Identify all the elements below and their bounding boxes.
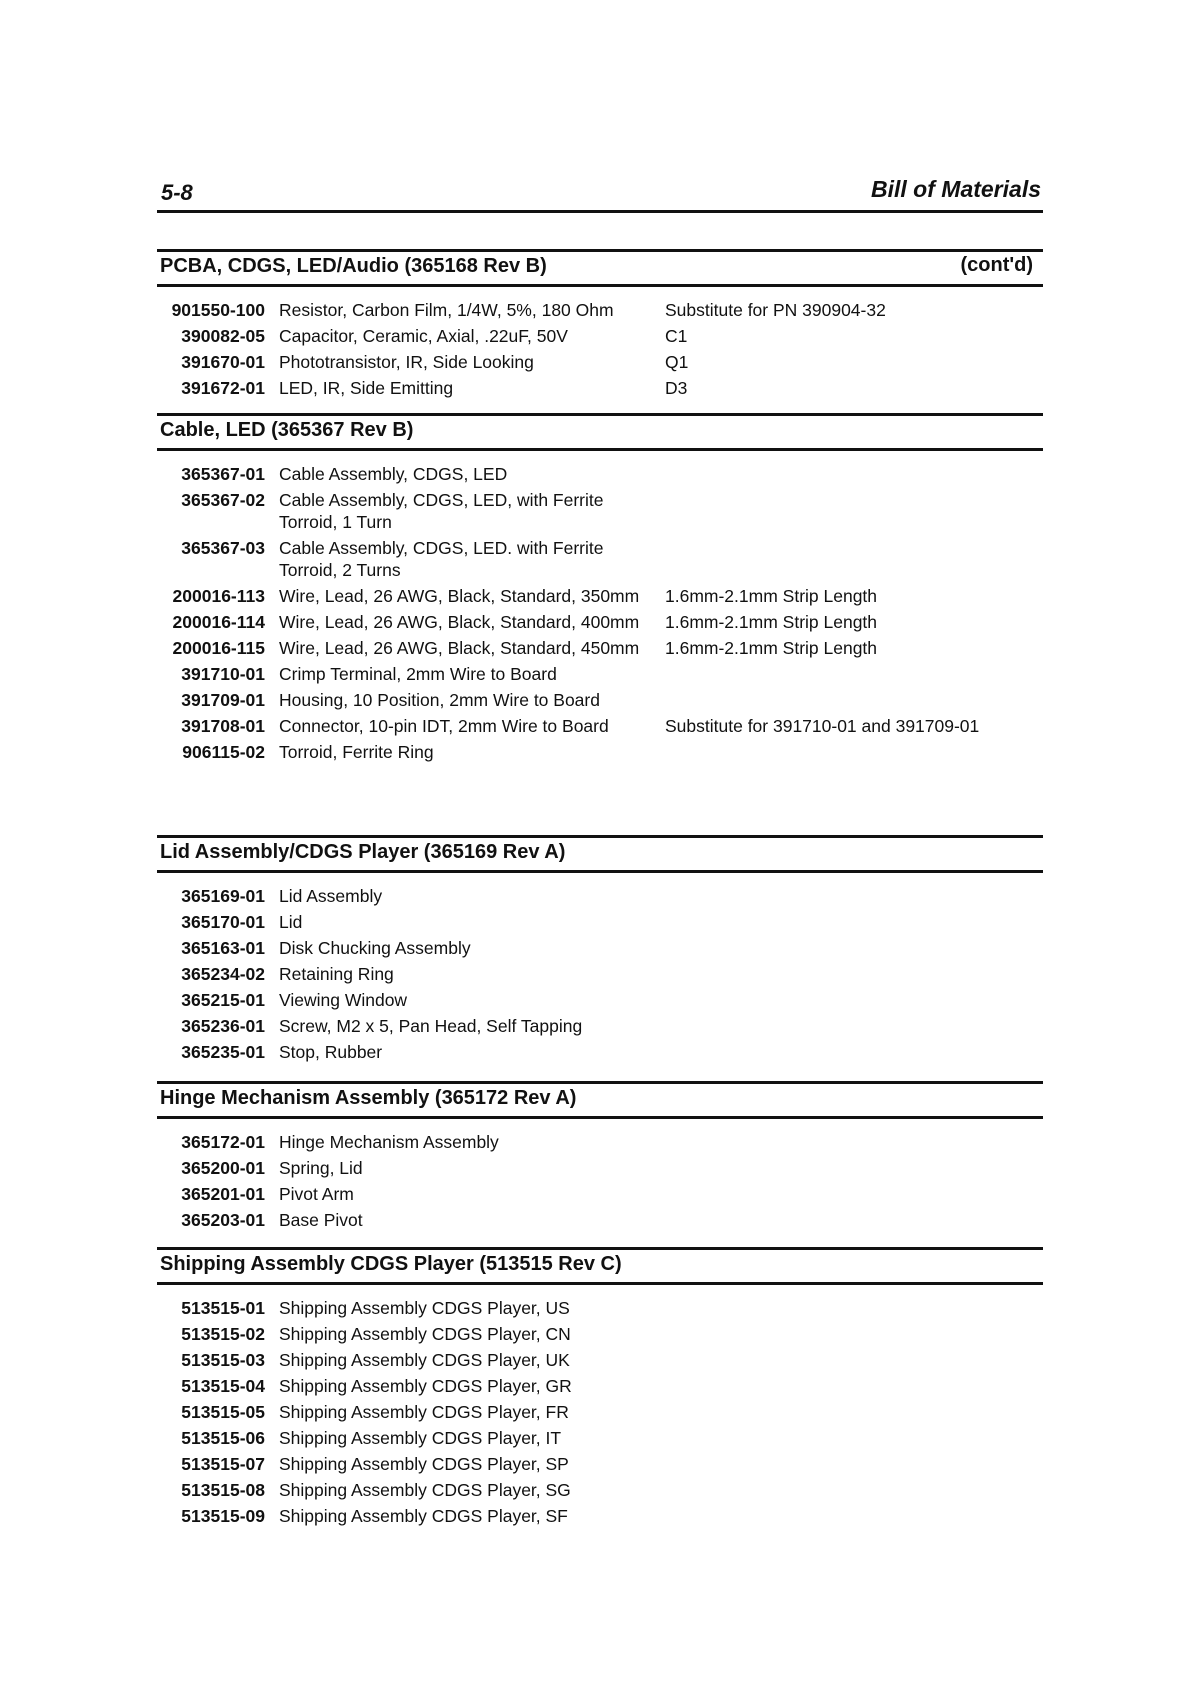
bom-section-pcba-led-audio (157, 249, 1043, 403)
part-description: Cable Assembly, CDGS, LED (279, 464, 508, 484)
part-number: 365367-03 (181, 538, 265, 558)
bom-row (157, 1297, 1043, 1319)
section-header (157, 1081, 1043, 1119)
part-description: Wire, Lead, 26 AWG, Black, Standard, 400mm (279, 612, 640, 632)
bom-rows (157, 1297, 1043, 1527)
part-number: 365172-01 (181, 1132, 265, 1152)
bom-row (157, 1505, 1043, 1527)
bom-row (157, 741, 1043, 763)
part-description: Cable Assembly, CDGS, LED. with Ferrite Torroid, 2 Turns (279, 538, 604, 580)
bom-section-hinge-mechanism (157, 1081, 1043, 1235)
part-note (657, 1505, 1043, 1527)
bom-row (157, 1157, 1043, 1179)
part-description: Viewing Window (279, 990, 408, 1010)
section-title: PCBA, CDGS, LED/Audio (365168 Rev B) (160, 255, 547, 277)
section-header (157, 249, 1043, 287)
bom-row (157, 689, 1043, 711)
part-number: 365169-01 (181, 886, 265, 906)
part-number: 200016-113 (172, 586, 265, 606)
part-description: Capacitor, Ceramic, Axial, .22uF, 50V (279, 326, 568, 346)
bom-row (157, 1209, 1043, 1231)
bom-row (157, 963, 1043, 985)
part-description: Shipping Assembly CDGS Player, US (279, 1298, 570, 1318)
part-description: Resistor, Carbon Film, 1/4W, 5%, 180 Ohm (279, 300, 614, 320)
part-note (657, 963, 1043, 985)
part-number: 391672-01 (181, 378, 265, 398)
bom-row (157, 715, 1043, 737)
part-description: Shipping Assembly CDGS Player, SF (279, 1506, 568, 1526)
part-note (657, 663, 1043, 685)
part-note: 1.6mm-2.1mm Strip Length (665, 612, 878, 632)
bom-row (157, 537, 1043, 581)
part-description: Base Pivot (279, 1210, 363, 1230)
part-note (657, 1375, 1043, 1397)
bom-row (157, 637, 1043, 659)
part-number: 901550-100 (171, 300, 265, 320)
part-number: 513515-06 (181, 1428, 265, 1448)
bom-rows (157, 463, 1043, 763)
part-number: 513515-07 (181, 1454, 265, 1474)
part-description: Shipping Assembly CDGS Player, UK (279, 1350, 570, 1370)
page-title: Bill of Materials (871, 176, 1041, 202)
section-header (157, 1247, 1043, 1285)
part-description: Phototransistor, IR, Side Looking (279, 352, 534, 372)
bom-section-cable-led (157, 413, 1043, 767)
section-title: Lid Assembly/CDGS Player (365169 Rev A) (160, 841, 566, 863)
part-note (657, 1131, 1043, 1153)
part-number: 513515-04 (181, 1376, 265, 1396)
part-number: 513515-08 (181, 1480, 265, 1500)
continued-label: (cont'd) (960, 254, 1033, 276)
part-number: 365367-02 (181, 490, 265, 510)
bom-row (157, 1401, 1043, 1423)
part-number: 365215-01 (181, 990, 265, 1010)
part-note (657, 489, 1043, 533)
part-description: LED, IR, Side Emitting (279, 378, 454, 398)
part-number: 365235-01 (181, 1042, 265, 1062)
bom-row (157, 325, 1043, 347)
part-note (657, 463, 1043, 485)
bom-row (157, 299, 1043, 321)
part-number: 365367-01 (181, 464, 265, 484)
bom-row (157, 885, 1043, 907)
part-number: 200016-114 (172, 612, 265, 632)
part-note (657, 741, 1043, 763)
bom-row (157, 585, 1043, 607)
part-description: Shipping Assembly CDGS Player, IT (279, 1428, 562, 1448)
part-number: 365200-01 (181, 1158, 265, 1178)
part-number: 365203-01 (181, 1210, 265, 1230)
bom-row (157, 989, 1043, 1011)
bom-row (157, 663, 1043, 685)
part-note (657, 1427, 1043, 1449)
bom-rows (157, 299, 1043, 399)
part-note: Substitute for 391710-01 and 391709-01 (665, 716, 980, 736)
part-number: 365163-01 (181, 938, 265, 958)
bom-rows (157, 885, 1043, 1063)
part-number: 365170-01 (181, 912, 265, 932)
part-note (657, 1323, 1043, 1345)
part-note (657, 689, 1043, 711)
bom-row (157, 611, 1043, 633)
part-description: Torroid, Ferrite Ring (279, 742, 434, 762)
bom-row (157, 937, 1043, 959)
bom-row (157, 1041, 1043, 1063)
section-title: Shipping Assembly CDGS Player (513515 Rev C) (160, 1253, 622, 1275)
part-description: Crimp Terminal, 2mm Wire to Board (279, 664, 557, 684)
bom-section-lid-assembly (157, 835, 1043, 1067)
part-description: Disk Chucking Assembly (279, 938, 471, 958)
part-description: Stop, Rubber (279, 1042, 383, 1062)
part-number: 365201-01 (181, 1184, 265, 1204)
part-note: C1 (665, 326, 688, 346)
part-note (657, 1453, 1043, 1475)
part-note: 1.6mm-2.1mm Strip Length (665, 586, 878, 606)
part-note (657, 1479, 1043, 1501)
part-description: Shipping Assembly CDGS Player, SP (279, 1454, 569, 1474)
part-note (657, 989, 1043, 1011)
part-note (657, 537, 1043, 581)
bom-row (157, 911, 1043, 933)
part-number: 513515-02 (181, 1324, 265, 1344)
part-number: 513515-01 (181, 1298, 265, 1318)
bom-row (157, 351, 1043, 373)
part-note (657, 1297, 1043, 1319)
part-note (657, 1041, 1043, 1063)
bom-rows (157, 1131, 1043, 1231)
bom-row (157, 377, 1043, 399)
part-number: 513515-09 (181, 1506, 265, 1526)
part-description: Retaining Ring (279, 964, 394, 984)
part-description: Lid Assembly (279, 886, 383, 906)
part-number: 391710-01 (181, 664, 265, 684)
part-note (657, 1209, 1043, 1231)
bom-row (157, 1183, 1043, 1205)
part-number: 365236-01 (181, 1016, 265, 1036)
part-description: Wire, Lead, 26 AWG, Black, Standard, 450mm (279, 638, 640, 658)
section-header (157, 413, 1043, 451)
bom-row (157, 1131, 1043, 1153)
part-note: Q1 (665, 352, 689, 372)
part-note (657, 1401, 1043, 1423)
part-description: Pivot Arm (279, 1184, 354, 1204)
part-description: Connector, 10-pin IDT, 2mm Wire to Board (279, 716, 609, 736)
bom-row (157, 1375, 1043, 1397)
section-header (157, 835, 1043, 873)
bom-row (157, 1323, 1043, 1345)
bom-row (157, 1479, 1043, 1501)
bom-row (157, 1349, 1043, 1371)
part-note (657, 1157, 1043, 1179)
part-number: 391708-01 (181, 716, 265, 736)
part-description: Spring, Lid (279, 1158, 363, 1178)
part-number: 390082-05 (181, 326, 265, 346)
part-description: Shipping Assembly CDGS Player, CN (279, 1324, 571, 1344)
page-number: 5-8 (161, 180, 193, 205)
part-description: Shipping Assembly CDGS Player, GR (279, 1376, 572, 1396)
part-description: Housing, 10 Position, 2mm Wire to Board (279, 690, 600, 710)
part-note: 1.6mm-2.1mm Strip Length (665, 638, 878, 658)
part-note (657, 885, 1043, 907)
part-note (657, 1349, 1043, 1371)
part-description: Shipping Assembly CDGS Player, SG (279, 1480, 571, 1500)
bom-row (157, 1453, 1043, 1475)
bom-row (157, 463, 1043, 485)
part-number: 200016-115 (172, 638, 265, 658)
page-header (157, 176, 1043, 213)
part-description: Cable Assembly, CDGS, LED, with Ferrite Torroid, 1 Turn (279, 490, 604, 532)
part-description: Shipping Assembly CDGS Player, FR (279, 1402, 569, 1422)
part-description: Screw, M2 x 5, Pan Head, Self Tapping (279, 1016, 583, 1036)
section-title: Hinge Mechanism Assembly (365172 Rev A) (160, 1087, 577, 1109)
bom-row (157, 1015, 1043, 1037)
bom-row (157, 489, 1043, 533)
part-number: 391670-01 (181, 352, 265, 372)
part-note (657, 937, 1043, 959)
part-note: Substitute for PN 390904-32 (665, 300, 886, 320)
bom-row (157, 1427, 1043, 1449)
part-number: 391709-01 (181, 690, 265, 710)
part-number: 365234-02 (181, 964, 265, 984)
part-number: 513515-05 (181, 1402, 265, 1422)
part-description: Wire, Lead, 26 AWG, Black, Standard, 350mm (279, 586, 640, 606)
part-number: 513515-03 (181, 1350, 265, 1370)
part-number: 906115-02 (182, 742, 265, 762)
part-note (657, 1183, 1043, 1205)
part-note (657, 911, 1043, 933)
part-description: Hinge Mechanism Assembly (279, 1132, 499, 1152)
bom-section-shipping-assembly (157, 1247, 1043, 1531)
part-note: D3 (665, 378, 688, 398)
section-title: Cable, LED (365367 Rev B) (160, 419, 414, 441)
part-description: Lid (279, 912, 303, 932)
part-note (657, 1015, 1043, 1037)
